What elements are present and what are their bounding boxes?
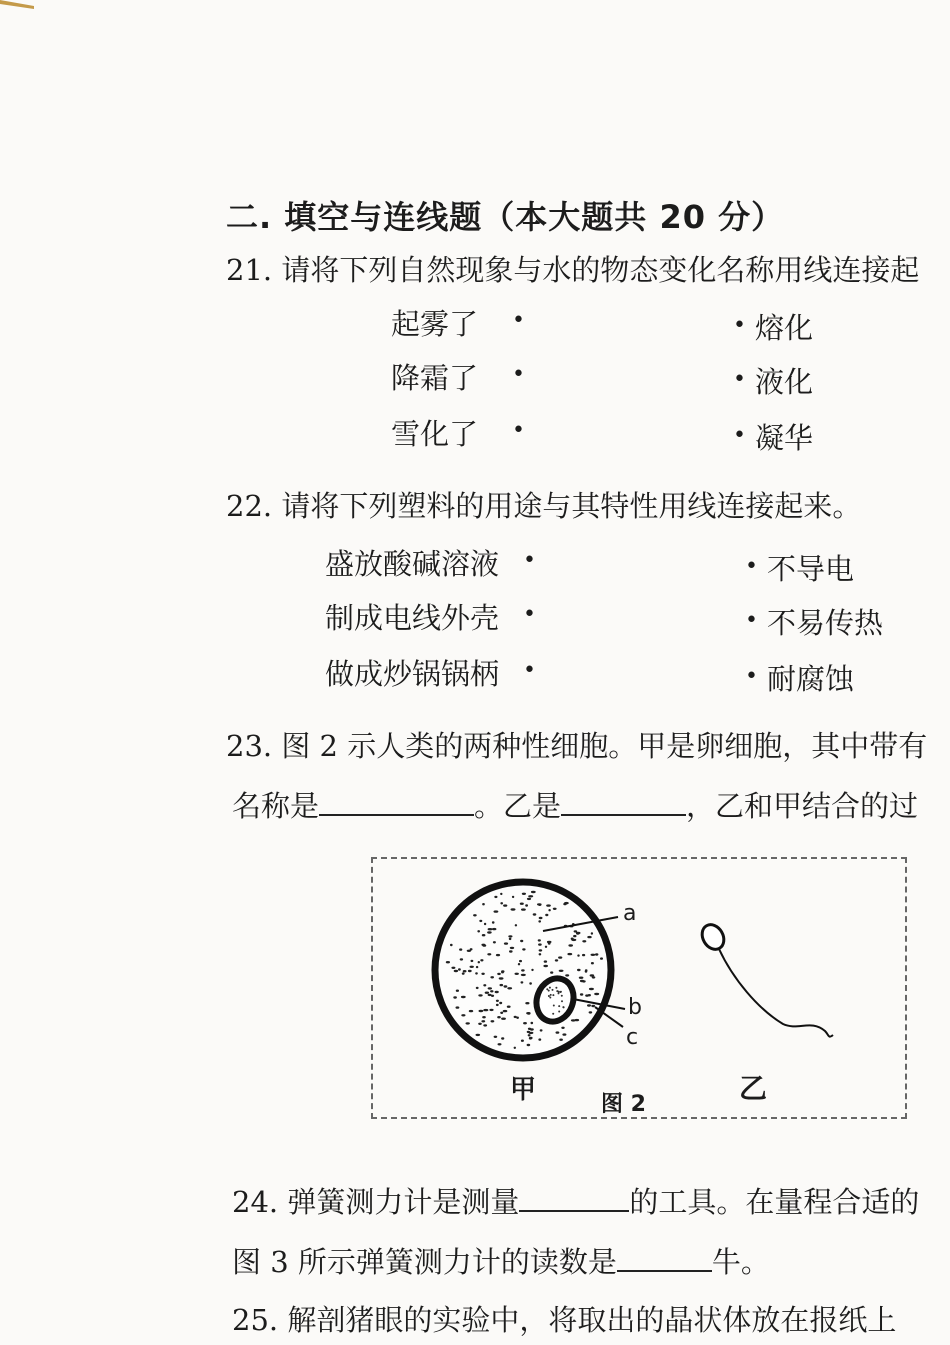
cytoplasm-speckle xyxy=(548,909,550,911)
cytoplasm-speckle xyxy=(539,917,543,919)
cytoplasm-speckle xyxy=(518,963,520,965)
cytoplasm-speckle xyxy=(530,1028,534,1030)
cell-illustration xyxy=(373,859,905,1117)
cytoplasm-speckle xyxy=(500,902,503,904)
cytoplasm-speckle xyxy=(514,1016,517,1018)
q24-text: 图 3 所示弹簧测力计的读数是 xyxy=(232,1245,617,1279)
cytoplasm-speckle xyxy=(577,969,581,971)
cytoplasm-speckle xyxy=(451,967,455,969)
label-b: b xyxy=(628,995,642,1020)
cytoplasm-speckle xyxy=(580,993,583,995)
cytoplasm-speckle xyxy=(483,1009,488,1011)
cytoplasm-speckle xyxy=(575,1019,580,1021)
cytoplasm-speckle xyxy=(459,948,462,950)
cytoplasm-speckle xyxy=(527,1044,531,1046)
cytoplasm-speckle xyxy=(494,910,499,912)
cytoplasm-speckle xyxy=(483,1024,487,1026)
cytoplasm-speckle xyxy=(579,977,584,979)
cytoplasm-speckle xyxy=(494,896,497,898)
cytoplasm-speckle xyxy=(559,970,564,972)
nucleus-speckle xyxy=(549,997,551,999)
cytoplasm-speckle xyxy=(473,914,477,916)
q23-text: 。乙是 xyxy=(474,789,562,823)
figure-caption: 图 2 xyxy=(601,1092,646,1117)
cytoplasm-speckle xyxy=(573,935,576,937)
cytoplasm-speckle xyxy=(563,903,566,905)
cytoplasm-speckle xyxy=(520,903,524,905)
question-21-stem: 21. 请将下列自然现象与水的物态变化名称用线连接起 xyxy=(226,253,920,287)
q22-right-dot: • xyxy=(745,554,758,579)
q24-answer-blank-2[interactable] xyxy=(617,1242,712,1272)
cytoplasm-speckle xyxy=(521,969,525,971)
cytoplasm-speckle xyxy=(460,958,463,960)
cytoplasm-speckle xyxy=(531,969,533,971)
cytoplasm-speckle xyxy=(591,1005,595,1007)
q22-right-item: 不易传热 xyxy=(767,606,884,640)
cytoplasm-speckle xyxy=(538,939,541,941)
cytoplasm-speckle xyxy=(468,970,472,972)
cytoplasm-speckle xyxy=(476,966,478,968)
cytoplasm-speckle xyxy=(498,1043,502,1045)
cytoplasm-speckle xyxy=(479,1010,484,1012)
cytoplasm-speckle xyxy=(538,943,542,945)
section-title: 二. 填空与连线题（本大题共 20 分） xyxy=(226,198,785,236)
cytoplasm-speckle xyxy=(559,1039,563,1041)
cytoplasm-speckle xyxy=(519,960,522,962)
cytoplasm-speckle xyxy=(562,1033,566,1035)
q22-right-item: 耐腐蚀 xyxy=(767,662,855,696)
cytoplasm-speckle xyxy=(545,914,548,916)
cytoplasm-speckle xyxy=(496,1004,499,1006)
q24-answer-blank-1[interactable] xyxy=(519,1182,629,1212)
cytoplasm-speckle xyxy=(548,942,551,944)
nucleus-speckle xyxy=(552,989,554,991)
cytoplasm-speckle xyxy=(497,973,501,975)
cytoplasm-speckle xyxy=(529,1032,534,1034)
cytoplasm-speckle xyxy=(476,987,479,989)
cytoplasm-speckle xyxy=(529,982,532,984)
cytoplasm-speckle xyxy=(508,935,512,937)
q22-left-dot: • xyxy=(523,548,536,573)
nucleus-speckle xyxy=(550,994,552,996)
cytoplasm-speckle xyxy=(488,928,493,930)
cytoplasm-speckle xyxy=(521,908,526,910)
cytoplasm-speckle xyxy=(478,1023,482,1025)
figure-2-box xyxy=(371,857,907,1119)
cytoplasm-speckle xyxy=(500,1012,503,1014)
cytoplasm-speckle xyxy=(512,896,514,898)
cytoplasm-speckle xyxy=(488,994,492,996)
question-25-line1: 25. 解剖猪眼的实验中，将取出的晶状体放在报纸上 xyxy=(232,1303,897,1337)
sperm-cell xyxy=(698,921,833,1037)
cytoplasm-speckle xyxy=(478,994,482,996)
cytoplasm-speckle xyxy=(499,977,504,979)
question-22-stem: 22. 请将下列塑料的用途与其特性用线连接起来。 xyxy=(226,489,862,523)
cytoplasm-speckle xyxy=(450,944,453,946)
cytoplasm-speckle xyxy=(481,1020,485,1022)
cytoplasm-speckle xyxy=(531,891,536,893)
q23-answer-blank-2[interactable] xyxy=(561,786,686,816)
cytoplasm-speckle xyxy=(550,971,553,973)
nucleus-speckle xyxy=(555,987,557,989)
question-23-line1: 23. 图 2 示人类的两种性细胞。甲是卵细胞，其中带有 xyxy=(226,729,928,763)
cytoplasm-speckle xyxy=(482,903,485,905)
cytoplasm-speckle xyxy=(483,984,486,986)
q24-text: 的工具。在量程合适的 xyxy=(629,1185,920,1219)
cytoplasm-speckle xyxy=(582,940,586,942)
cytoplasm-speckle xyxy=(527,898,531,900)
cytoplasm-speckle xyxy=(500,984,504,986)
cytoplasm-speckle xyxy=(538,1038,541,1040)
cytoplasm-speckle xyxy=(589,988,594,990)
cytoplasm-speckle xyxy=(561,1027,564,1029)
cytoplasm-speckle xyxy=(546,904,551,906)
question-24-line2 xyxy=(232,1240,770,1281)
cytoplasm-speckle xyxy=(495,991,499,993)
q23-answer-blank-1[interactable] xyxy=(319,786,474,816)
cytoplasm-speckle xyxy=(476,1034,481,1036)
cytoplasm-speckle xyxy=(558,956,562,958)
cytoplasm-speckle xyxy=(496,954,500,956)
cytoplasm-speckle xyxy=(590,974,595,976)
egg-label: 甲 xyxy=(510,1075,537,1105)
q21-right-item: 熔化 xyxy=(755,311,814,345)
cytoplasm-speckle xyxy=(493,941,496,943)
cytoplasm-speckle xyxy=(503,904,507,906)
cytoplasm-speckle xyxy=(500,893,502,895)
cytoplasm-speckle xyxy=(496,1000,499,1002)
cytoplasm-speckle xyxy=(533,913,537,915)
cytoplasm-speckle xyxy=(591,962,594,964)
cytoplasm-speckle xyxy=(482,944,486,946)
nucleus-speckle xyxy=(558,1005,560,1007)
q21-left-dot: • xyxy=(512,308,525,333)
cytoplasm-speckle xyxy=(582,954,585,956)
cytoplasm-speckle xyxy=(528,895,533,897)
cytoplasm-speckle xyxy=(571,938,574,940)
q22-right-dot: • xyxy=(745,608,758,633)
nucleus-speckle xyxy=(558,991,560,993)
cytoplasm-speckle xyxy=(488,987,492,989)
cytoplasm-speckle xyxy=(492,921,495,923)
nucleus-speckle xyxy=(549,987,551,989)
nucleus-speckle xyxy=(561,995,563,997)
cytoplasm-speckle xyxy=(594,993,599,995)
q21-left-item: 降霜了 xyxy=(391,361,479,395)
cytoplasm-speckle xyxy=(490,990,493,992)
cytoplasm-speckle xyxy=(482,1016,486,1018)
cytoplasm-speckle xyxy=(478,961,480,963)
cytoplasm-speckle xyxy=(521,1040,524,1042)
nucleus-speckle xyxy=(558,1011,560,1013)
cytoplasm-speckle xyxy=(469,1010,473,1012)
cytoplasm-speckle xyxy=(522,893,526,895)
q22-left-dot: • xyxy=(523,602,536,627)
q23-text: 名称是 xyxy=(232,789,320,823)
cytoplasm-speckle xyxy=(503,1010,508,1012)
cytoplasm-speckle xyxy=(544,960,547,962)
q21-right-item: 液化 xyxy=(755,365,814,399)
cytoplasm-speckle xyxy=(490,976,494,978)
label-c: c xyxy=(626,1025,639,1050)
cytoplasm-speckle xyxy=(531,1022,534,1024)
question-23-line2 xyxy=(232,784,918,825)
cytoplasm-speckle xyxy=(489,1009,493,1011)
cytoplasm-speckle xyxy=(556,1031,560,1033)
cytoplasm-speckle xyxy=(511,908,516,910)
cytoplasm-speckle xyxy=(491,1020,495,1022)
cytoplasm-speckle xyxy=(446,961,450,963)
cytoplasm-speckle xyxy=(528,1034,531,1036)
cytoplasm-speckle xyxy=(515,973,519,975)
cytoplasm-speckle xyxy=(461,996,466,998)
cytoplasm-speckle xyxy=(484,923,486,925)
cytoplasm-speckle xyxy=(515,924,517,926)
cytoplasm-speckle xyxy=(507,1006,511,1008)
cytoplasm-speckle xyxy=(479,920,482,922)
cytoplasm-speckle xyxy=(504,942,508,944)
cytoplasm-speckle xyxy=(529,1037,533,1039)
cytoplasm-speckle xyxy=(466,1022,470,1024)
q24-text: 牛。 xyxy=(711,1245,770,1279)
cytoplasm-speckle xyxy=(463,970,467,972)
q22-left-item: 盛放酸碱溶液 xyxy=(325,547,500,581)
cytoplasm-speckle xyxy=(588,994,591,996)
cytoplasm-speckle xyxy=(521,974,526,976)
cytoplasm-speckle xyxy=(520,940,523,942)
cytoplasm-speckle xyxy=(499,1002,502,1004)
cytoplasm-speckle xyxy=(487,953,491,955)
cytoplasm-speckle xyxy=(568,944,573,946)
cytoplasm-speckle xyxy=(567,953,572,955)
q22-right-item: 不导电 xyxy=(767,552,855,586)
cytoplasm-speckle xyxy=(591,954,596,956)
cytoplasm-speckle xyxy=(462,972,465,974)
q21-right-dot: • xyxy=(733,423,746,448)
cytoplasm-speckle xyxy=(485,992,489,994)
cytoplasm-speckle xyxy=(537,903,542,905)
cytoplasm-speckle xyxy=(497,1016,501,1018)
nucleus-speckle xyxy=(553,1005,555,1007)
cytoplasm-speckle xyxy=(580,980,584,982)
q21-left-item: 雪化了 xyxy=(391,417,479,451)
cytoplasm-speckle xyxy=(577,954,579,956)
nucleus-speckle xyxy=(559,991,561,993)
q22-left-dot: • xyxy=(523,658,536,683)
cytoplasm-speckle xyxy=(553,908,557,910)
cytoplasm-speckle xyxy=(545,946,547,948)
cytoplasm-speckle xyxy=(591,932,593,934)
cytoplasm-speckle xyxy=(510,947,514,949)
q22-left-item: 制成电线外壳 xyxy=(325,601,500,635)
cytoplasm-speckle xyxy=(475,972,478,974)
cytoplasm-speckle xyxy=(555,959,558,961)
cytoplasm-speckle xyxy=(501,1018,506,1020)
q21-left-item: 起雾了 xyxy=(391,307,479,341)
nucleus-speckle xyxy=(552,1013,554,1015)
cytoplasm-speckle xyxy=(494,1036,498,1038)
paper-corner-mark xyxy=(0,0,34,10)
q21-right-item: 凝华 xyxy=(755,421,814,455)
cytoplasm-speckle xyxy=(538,920,541,922)
nucleus-speckle xyxy=(552,994,554,996)
cytoplasm-speckle xyxy=(527,1012,530,1014)
cytoplasm-speckle xyxy=(595,953,598,955)
nucleus-speckle xyxy=(548,990,550,992)
question-24-line1 xyxy=(232,1180,919,1221)
egg-cell xyxy=(435,882,625,1058)
cytoplasm-speckle xyxy=(576,932,581,934)
cytoplasm-speckle xyxy=(504,985,508,987)
label-a: a xyxy=(623,901,637,926)
cytoplasm-speckle xyxy=(492,928,496,930)
cytoplasm-speckle xyxy=(481,973,484,975)
cytoplasm-speckle xyxy=(587,1004,591,1006)
cytoplasm-speckle xyxy=(458,968,461,970)
cytoplasm-speckle xyxy=(482,934,486,936)
cytoplasm-speckle xyxy=(539,953,542,955)
nucleus-speckle xyxy=(561,1000,563,1002)
cytoplasm-speckle xyxy=(514,1047,516,1049)
cytoplasm-speckle xyxy=(522,948,525,950)
nucleus-speckle xyxy=(563,1006,565,1008)
q21-right-dot: • xyxy=(733,367,746,392)
cytoplasm-speckle xyxy=(525,1002,529,1004)
cytoplasm-speckle xyxy=(540,1029,543,1031)
cytoplasm-speckle xyxy=(480,959,483,961)
cytoplasm-speckle xyxy=(487,931,492,933)
cytoplasm-speckle xyxy=(456,1006,460,1008)
cytoplasm-speckle xyxy=(589,1011,593,1013)
cytoplasm-speckle xyxy=(525,904,528,906)
cytoplasm-speckle xyxy=(477,930,480,932)
cytoplasm-speckle xyxy=(523,1022,527,1024)
cytoplasm-speckle xyxy=(507,987,512,989)
cytoplasm-speckle xyxy=(501,1037,504,1039)
sperm-label: 乙 xyxy=(739,1072,768,1105)
nucleus-speckle xyxy=(558,992,560,994)
cytoplasm-speckle xyxy=(501,971,504,973)
cytoplasm-speckle xyxy=(587,936,591,938)
cytoplasm-speckle xyxy=(471,960,474,962)
cytoplasm-speckle xyxy=(585,970,588,972)
cytoplasm-speckle xyxy=(509,950,513,952)
cytoplasm-speckle xyxy=(467,950,471,952)
cytoplasm-speckle xyxy=(470,966,474,968)
cytoplasm-speckle xyxy=(453,996,457,998)
cytoplasm-speckle xyxy=(454,970,458,972)
cytoplasm-speckle xyxy=(539,949,543,951)
cytoplasm-speckle xyxy=(461,1014,465,1016)
cytoplasm-speckle xyxy=(509,938,512,940)
cytoplasm-speckle xyxy=(565,974,569,976)
cytoplasm-speckle xyxy=(543,965,548,967)
q22-right-dot: • xyxy=(745,664,758,689)
q22-left-item: 做成炒锅锅柄 xyxy=(325,657,500,691)
cytoplasm-speckle xyxy=(456,990,459,992)
cytoplasm-speckle xyxy=(600,957,603,959)
q23-text: ，乙和甲结合的过 xyxy=(686,789,919,823)
q24-text: 24. 弹簧测力计是测量 xyxy=(232,1185,520,1219)
q21-left-dot: • xyxy=(512,418,525,443)
q21-right-dot: • xyxy=(733,313,746,338)
q21-left-dot: • xyxy=(512,362,525,387)
cytoplasm-speckle xyxy=(521,981,524,983)
nucleus-speckle xyxy=(548,995,550,997)
